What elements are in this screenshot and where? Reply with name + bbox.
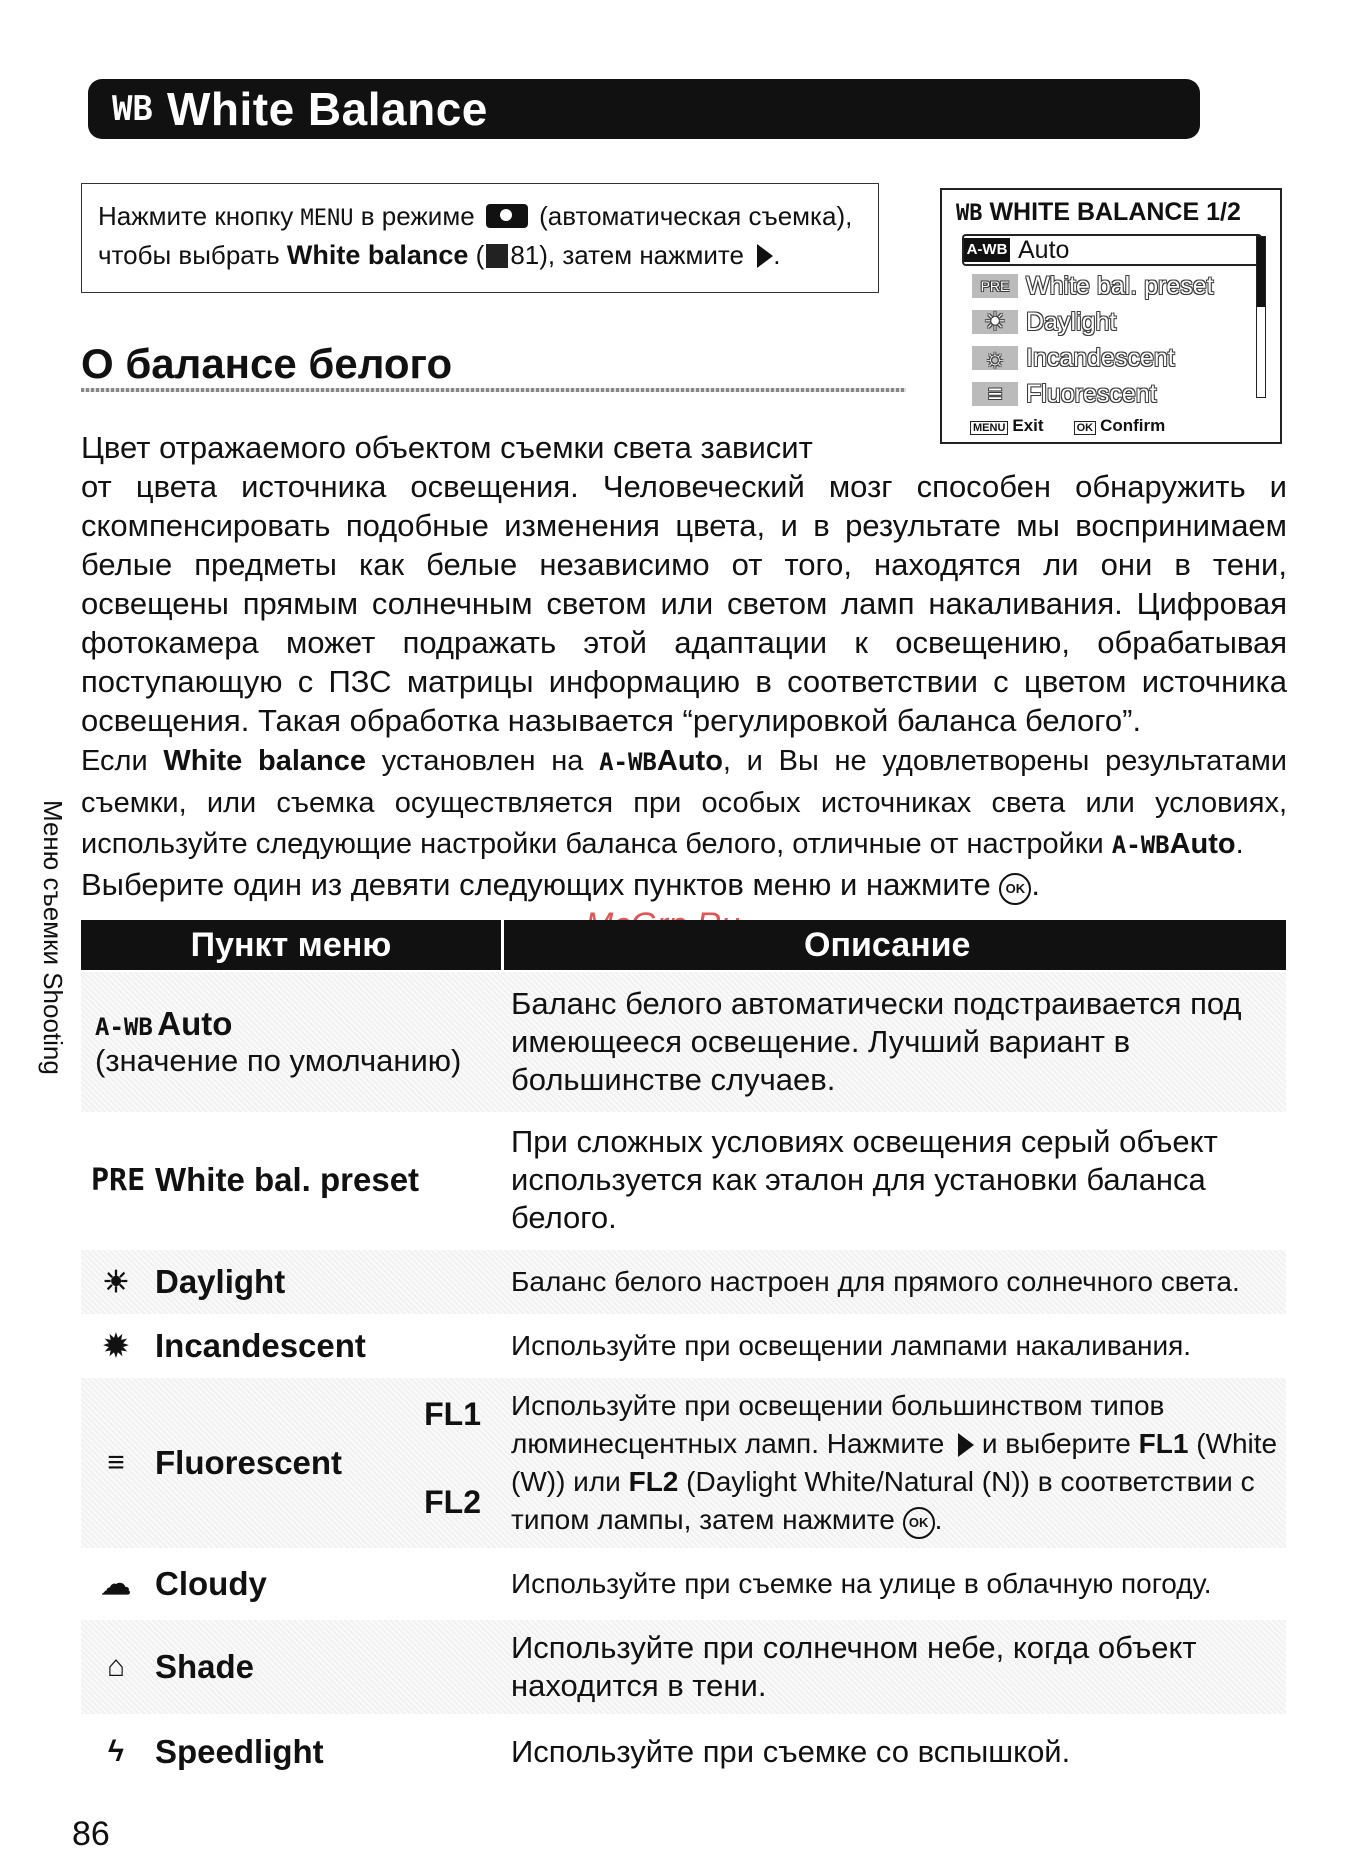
ok-button-icon: OK: [999, 873, 1031, 905]
auto-wb-icon: A-WB: [1111, 831, 1170, 859]
body-text: Цвет отражаемого объектом съемки света зависит от цвета источника освещения. Человеческий мозг способен обнаружить и скомпенсировать подобные изменения цвета, и в результате мы воспринимаем белые предметы как белые независимо от того, находятся ли они в тени, освещены прямым солнечным светом или светом ламп накаливания. Цифровая фотокамера может подражать этой адаптации к освещению, обрабатывая поступающую с ПЗС матрицы информацию в соответствии с цветом источника освещения. Такая обработка называется “регулировкой баланса белого”. Если White balance установлен на A-WBAuto, и Вы не удовлетворены результатами съемки, или съемка осуществляется при особых источниках света или условиях, используйте следующие настройки баланса белого, отличные от настройки A-WBAuto. Выберите один из девяти следующих пунктов меню и нажмите OK .: [81, 428, 1287, 905]
fluorescent-icon: ≡: [972, 382, 1018, 406]
right-arrow-icon: [757, 244, 773, 268]
instruction-box: Нажмите кнопку MENU в режиме (автоматическая съемка), чтобы выбрать White balance ( 81), затем нажмите .: [81, 183, 879, 293]
section-title-bar: [88, 79, 1200, 139]
side-tab-label: Меню съемки Shooting: [38, 800, 68, 1075]
screen-item-auto[interactable]: A-WB Auto: [962, 234, 1262, 266]
table-row: A-WB Auto (значение по умолчанию) Баланс белого автоматически подстраивается под имеющееся освещение. Лучший вариант в большинстве случаев.: [81, 972, 1286, 1112]
heading-rule: [81, 388, 906, 392]
auto-wb-icon: A-WB: [599, 748, 657, 776]
page-number: 86: [72, 1815, 110, 1853]
screen-item-preset[interactable]: PRE White bal. preset: [972, 270, 1262, 302]
exit-hint: MENU Exit: [970, 416, 1044, 436]
auto-wb-icon: A-WB: [964, 238, 1010, 262]
screen-title: WB WHITE BALANCE 1/2: [956, 198, 1241, 226]
incandescent-bulb-icon: ✹: [103, 1329, 129, 1363]
bulb-icon: ☼: [972, 346, 1018, 370]
camera-mode-icon: [486, 204, 528, 228]
white-balance-bold: White balance: [286, 240, 469, 270]
screen-scrollbar[interactable]: [1256, 236, 1266, 398]
column-header-menu-item: Пункт меню: [81, 920, 504, 970]
table-row: PRE White bal. preset При сложных условиях освещения серый объект используется как эталон для установки баланса белого.: [91, 1124, 1218, 1235]
wb-icon: WB: [112, 89, 153, 129]
screen-item-daylight[interactable]: ☀ Daylight: [972, 306, 1262, 338]
scroll-thumb[interactable]: [1257, 237, 1265, 307]
shade-house-icon: ⌂: [106, 1650, 126, 1683]
table-header: [81, 920, 1286, 970]
cloud-icon: ☁: [101, 1567, 131, 1601]
fluorescent-icon: ≡: [107, 1446, 125, 1479]
sun-icon: ☀: [102, 1265, 130, 1299]
table-row: ✹ Incandescent Используйте при освещении лампами накаливания.: [81, 1316, 1286, 1376]
wb-icon: WB: [956, 201, 983, 226]
reference-icon: [486, 244, 508, 268]
section-heading: О балансе белого: [81, 340, 453, 387]
ok-button-icon: OK: [903, 1507, 935, 1539]
table-row: ≡ Fluorescent FL1 FL2 Используйте при освещении большинством типов люминесцентных ламп. Нажмите и выберите FL1 (White (W)) или FL2 (Daylight White/Natural (N)) в соответствии с типом лампы, затем нажмите OK .: [81, 1378, 1286, 1548]
confirm-hint: OK Confirm: [1074, 416, 1166, 436]
screen-item-incandescent[interactable]: ☼ Incandescent: [972, 342, 1262, 374]
flash-icon: ϟ: [108, 1735, 124, 1768]
fl2-label: FL2: [424, 1484, 481, 1520]
screen-item-fluorescent[interactable]: ≡ Fluorescent: [972, 378, 1262, 410]
table-row: ϟ Speedlight Используйте при съемке со вспышкой.: [81, 1716, 1286, 1788]
sun-icon: ☀: [972, 310, 1018, 334]
menu-key-label: MENU: [300, 206, 354, 231]
preset-icon: PRE: [91, 1162, 146, 1198]
page-title: White Balance: [166, 83, 488, 135]
auto-wb-icon: A-WB: [95, 1013, 153, 1041]
preset-icon: PRE: [972, 274, 1018, 298]
table-row: ☀ Daylight Баланс белого настроен для прямого солнечного света.: [81, 1250, 1286, 1314]
right-arrow-icon: [958, 1433, 974, 1457]
camera-menu-screen: [940, 188, 1282, 444]
fl1-label: FL1: [424, 1396, 481, 1432]
column-header-description: Описание: [804, 926, 971, 964]
table-row: ⌂ Shade Используйте при солнечном небе, когда объект находится в тени.: [81, 1620, 1286, 1714]
table-row: ☁ Cloudy Используйте при съемке на улице в облачную погоду.: [81, 1552, 1286, 1616]
